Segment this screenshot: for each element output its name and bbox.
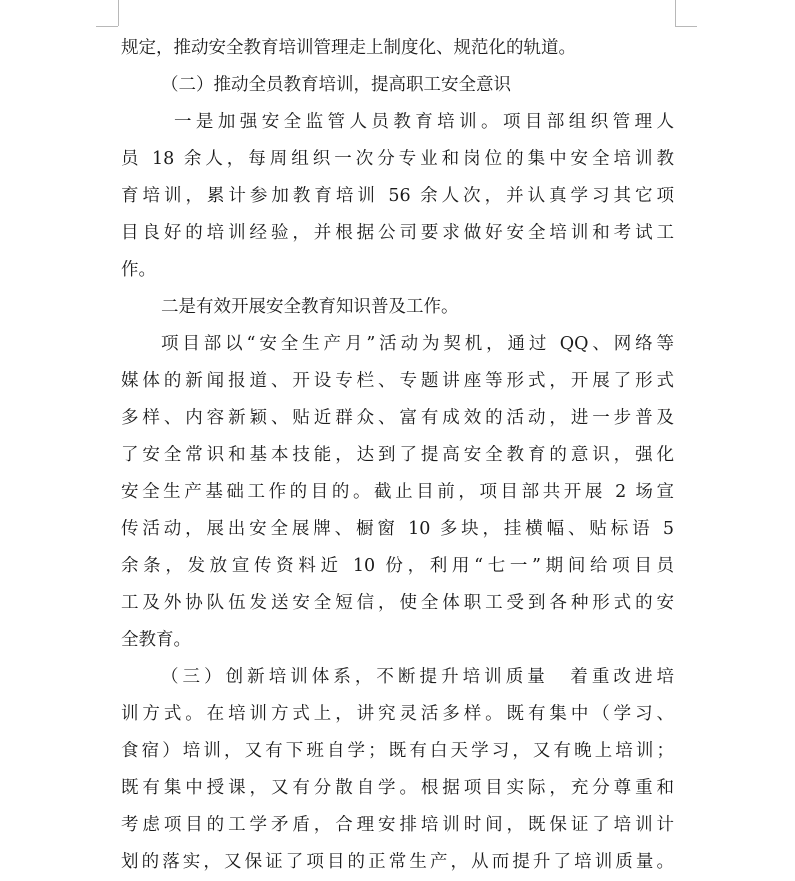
margin-corner-mark [675,26,697,27]
text-line: 考虑项目的工学矛盾，合理安排培训时间，既保证了培训计 [121,815,674,835]
margin-corner-mark [675,0,676,26]
text-line: 划的落实，又保证了项目的正常生产，从而提升了培训质量。 [121,852,674,872]
text-line: 媒体的新闻报道、开设专栏、专题讲座等形式，开展了形式 [121,371,674,391]
margin-corner-mark [96,26,118,27]
text-line: 食宿）培训，又有下班自学；既有白天学习，又有晚上培训； [121,741,674,761]
text-line: 二是有效开展安全教育知识普及工作。 [161,297,459,317]
text-line: 育培训，累计参加教育培训 56 余人次，并认真学习其它项 [121,186,674,206]
text-line: 员 18 余人，每周组织一次分专业和岗位的集中安全培训教 [121,149,674,169]
margin-corner-mark [118,0,119,26]
text-line: 既有集中授课，又有分散自学。根据项目实际，充分尊重和 [121,778,674,798]
text-line: 多样、内容新颖、贴近群众、富有成效的活动，进一步普及 [121,408,674,428]
text-line: 训方式。在培训方式上，讲究灵活多样。既有集中（学习、 [121,704,674,724]
text-line: （二）推动全员教育培训，提高职工安全意识 [161,75,511,95]
text-line: 规定，推动安全教育培训管理走上制度化、规范化的轨道。 [121,38,576,58]
text-line: 目良好的培训经验，并根据公司要求做好安全培训和考试工 [121,223,674,243]
document-page[interactable] [121,30,674,881]
text-line: 作。 [121,260,156,280]
text-line: 余条，发放宣传资料近 10 份，利用“七一”期间给项目员 [121,556,674,576]
text-line: 一是加强安全监管人员教育培训。项目部组织管理人 [174,112,674,132]
text-line: 了安全常识和基本技能，达到了提高安全教育的意识，强化 [121,445,674,465]
text-line: 项目部以“安全生产月”活动为契机，通过 QQ、网络等 [161,334,674,354]
text-line: 传活动，展出安全展牌、橱窗 10 多块，挂横幅、贴标语 5 [121,519,674,539]
text-line: 工及外协队伍发送安全短信，使全体职工受到各种形式的安 [121,593,674,613]
text-line: 安全生产基础工作的目的。截止目前，项目部共开展 2 场宣 [121,482,674,502]
text-line: （三）创新培训体系，不断提升培训质量 着重改进培 [161,667,674,687]
text-line: 全教育。 [121,630,191,650]
